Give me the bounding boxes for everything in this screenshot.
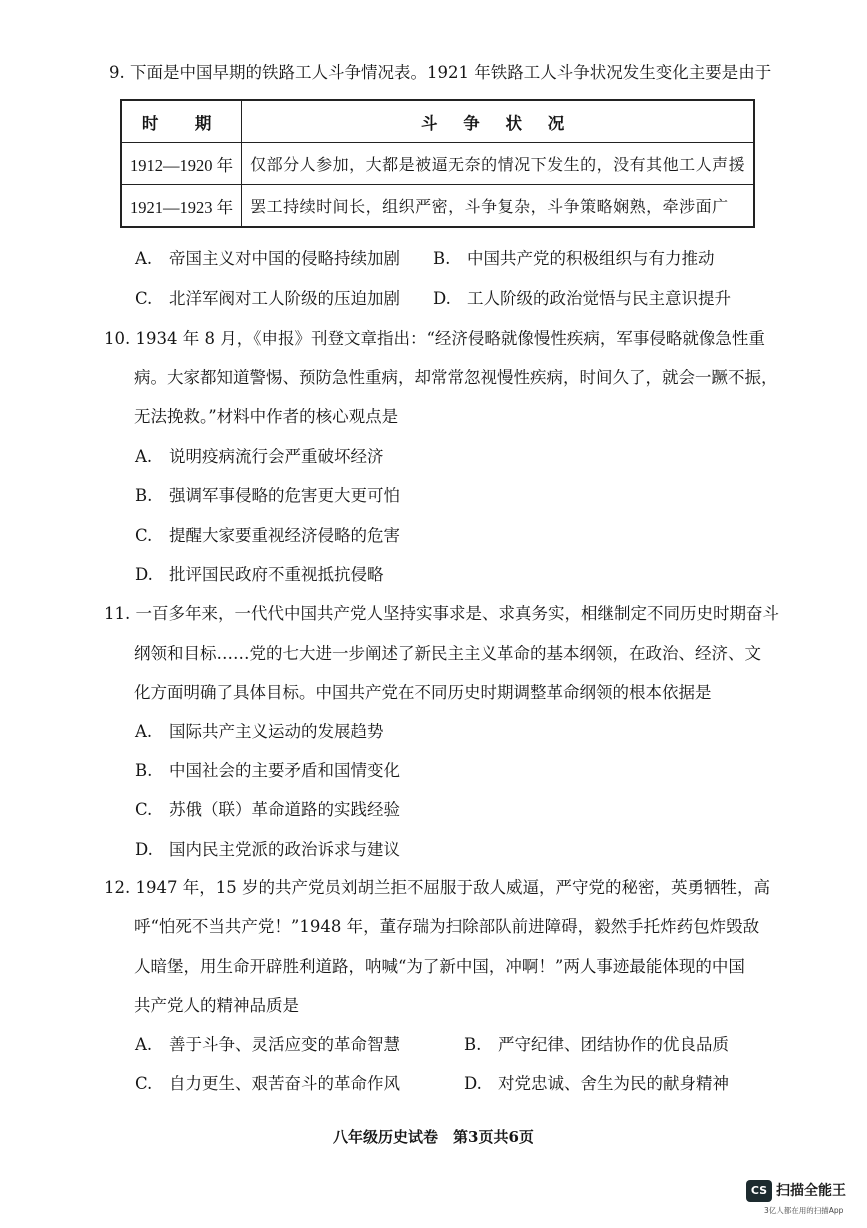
option-text: 北洋军阀对工人阶级的压迫加剧 xyxy=(169,289,400,308)
option-label: A. xyxy=(135,447,153,466)
option-text: 工人阶级的政治觉悟与民主意识提升 xyxy=(467,289,731,308)
option-label: A. xyxy=(135,1035,153,1054)
option-text: 严守纪律、团结协作的优良品质 xyxy=(498,1035,729,1054)
option-text: 国际共产主义运动的发展趋势 xyxy=(169,722,384,741)
q11-option-d xyxy=(135,839,400,861)
option-text: 自力更生、艰苦奋斗的革命作风 xyxy=(169,1074,400,1093)
q9-stem: 9. 下面是中国早期的铁路工人斗争情况表。1921 年铁路工人斗争状况发生变化主要是由于 xyxy=(109,63,772,82)
option-label: C. xyxy=(135,1074,153,1093)
q10-option-d xyxy=(135,564,384,586)
option-label: C. xyxy=(135,800,153,819)
q12-stem-line: 人暗堡，用生命开辟胜利道路，呐喊“为了新中国，冲啊！”两人事迹最能体现的中国 xyxy=(134,957,745,976)
table-cell-status: 罢工持续时间长，组织严密，斗争复杂，斗争策略娴熟，牵涉面广 xyxy=(242,185,755,228)
option-text: 对党忠诚、舍生为民的献身精神 xyxy=(498,1074,729,1093)
q10-stem-line: 无法挽救。”材料中作者的核心观点是 xyxy=(134,407,399,426)
option-label: B. xyxy=(433,249,451,268)
q11-option-b xyxy=(135,760,400,782)
option-label: B. xyxy=(135,486,153,505)
q11-stem-line: 化方面明确了具体目标。中国共产党在不同历史时期调整革命纲领的根本依据是 xyxy=(134,683,712,702)
option-label: B. xyxy=(135,761,153,780)
q11-option-c xyxy=(135,799,400,821)
option-text: 提醒大家要重视经济侵略的危害 xyxy=(169,526,400,545)
q10-stem-line: 10. 1934 年 8 月，《申报》刊登文章指出：“经济侵略就像慢性疾病，军事侵略就像急性重 xyxy=(104,329,765,348)
q12-stem-line: 共产党人的精神品质是 xyxy=(134,996,299,1015)
option-label: D. xyxy=(135,565,153,584)
q9-option-d xyxy=(433,288,731,310)
option-text: 批评国民政府不重视抵抗侵略 xyxy=(169,565,384,584)
option-label: C. xyxy=(135,526,153,545)
option-text: 强调军事侵略的危害更大更可怕 xyxy=(169,486,400,505)
option-text: 中国共产党的积极组织与有力推动 xyxy=(467,249,715,268)
table-row xyxy=(121,143,754,185)
option-label: D. xyxy=(433,289,451,308)
option-text: 国内民主党派的政治诉求与建议 xyxy=(169,840,400,859)
table-cell-period: 1912—1920 年 xyxy=(121,143,242,185)
q9-option-b xyxy=(433,248,715,270)
option-label: A. xyxy=(135,249,153,268)
q12-stem-line: 12. 1947 年，15 岁的共产党员刘胡兰拒不屈服于敌人威逼，严守党的秘密，英勇牺牲，高 xyxy=(104,878,770,897)
option-text: 说明疫病流行会严重破坏经济 xyxy=(169,447,384,466)
q12-option-b xyxy=(464,1034,729,1056)
q10-option-a xyxy=(135,446,384,468)
q11-option-a xyxy=(135,721,384,743)
q10-option-c xyxy=(135,525,400,547)
camscanner-name: 扫描全能王 xyxy=(776,1183,846,1199)
q10-stem-line: 病。大家都知道警惕、预防急性重病，却常常忽视慢性疾病，时间久了，就会一蹶不振， xyxy=(134,368,778,387)
camscanner-tagline: 3亿人都在用的扫描App xyxy=(764,1206,844,1215)
option-text: 帝国主义对中国的侵略持续加剧 xyxy=(169,249,400,268)
q9-option-c xyxy=(135,288,400,310)
q12-stem-line: 呼“怕死不当共产党！”1948 年，董存瑞为扫除部队前进障碍，毅然手托炸药包炸毁敌 xyxy=(134,917,760,936)
header-period: 时 期 xyxy=(121,100,242,143)
q9-option-a xyxy=(135,248,400,270)
option-text: 苏俄（联）革命道路的实践经验 xyxy=(169,800,400,819)
q11-stem-line: 纲领和目标……党的七大进一步阐述了新民主主义革命的基本纲领，在政治、经济、文 xyxy=(134,644,761,663)
option-label: C. xyxy=(135,289,153,308)
q11-stem-line: 11. 一百多年来，一代代中国共产党人坚持实事求是、求真务实，相继制定不同历史时期奋斗 xyxy=(104,604,779,623)
option-label: A. xyxy=(135,722,153,741)
railway-struggle-table xyxy=(120,99,755,228)
table-row xyxy=(121,185,754,228)
q10-option-b xyxy=(135,485,400,507)
option-label: D. xyxy=(464,1074,482,1093)
page-footer: 八年级历史试卷 第3页共6页 xyxy=(333,1128,534,1146)
option-label: B. xyxy=(464,1035,482,1054)
header-status: 斗 争 状 况 xyxy=(242,100,755,143)
camscanner-logo-icon: CS xyxy=(746,1180,772,1202)
option-text: 中国社会的主要矛盾和国情变化 xyxy=(169,761,400,780)
option-text: 善于斗争、灵活应变的革命智慧 xyxy=(169,1035,400,1054)
q12-option-d xyxy=(464,1073,729,1095)
table-cell-period: 1921—1923 年 xyxy=(121,185,242,228)
table-cell-status: 仅部分人参加，大都是被逼无奈的情况下发生的，没有其他工人声援 xyxy=(242,143,755,185)
option-label: D. xyxy=(135,840,153,859)
table-header-row xyxy=(121,100,754,143)
q12-option-c xyxy=(135,1073,400,1095)
q12-option-a xyxy=(135,1034,400,1056)
